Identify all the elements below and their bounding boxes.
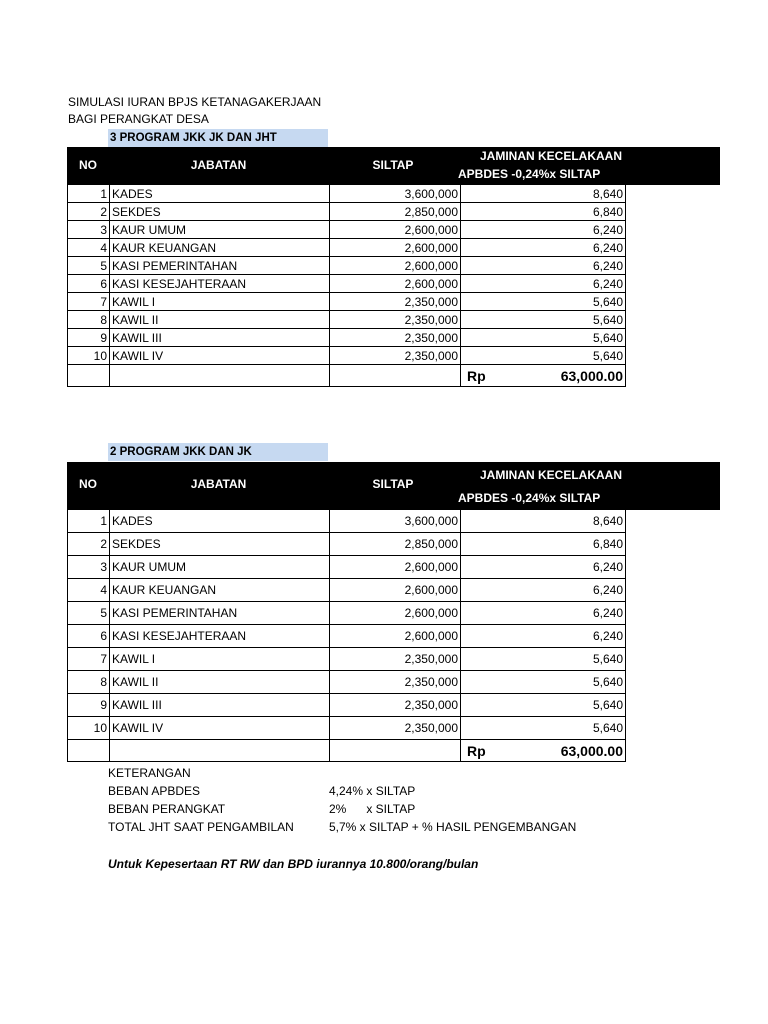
header-jaminan-bottom: APBDES -0,24%x SILTAP (458, 167, 601, 181)
table-row (68, 185, 626, 203)
header-jaminan-bottom: APBDES -0,24%x SILTAP (458, 491, 601, 505)
row-siltap: 2,600,000 (330, 239, 461, 257)
table-row (68, 221, 626, 239)
note-value: 5,7% x SILTAP + % HASIL PENGEMBANGAN (329, 820, 577, 834)
row-siltap: 3,600,000 (330, 185, 461, 203)
empty-cell (68, 365, 110, 387)
row-jaminan: 6,840 (461, 533, 626, 556)
row-jabatan: KAUR UMUM (110, 556, 330, 579)
row-no: 2 (68, 533, 110, 556)
header-jabatan: JABATAN (190, 158, 247, 172)
row-siltap: 2,350,000 (330, 329, 461, 347)
table-row (68, 694, 626, 717)
row-jaminan: 6,240 (461, 275, 626, 293)
row-jaminan: 6,240 (461, 221, 626, 239)
table-row (68, 257, 626, 275)
row-jaminan: 5,640 (461, 311, 626, 329)
row-jaminan: 6,240 (461, 625, 626, 648)
note-value: 2% x SILTAP (329, 802, 416, 816)
row-jabatan: KAWIL II (110, 311, 330, 329)
row-jabatan: SEKDES (110, 203, 330, 221)
row-no: 9 (68, 694, 110, 717)
total-row (68, 740, 626, 762)
empty-cell (110, 365, 330, 387)
table1-header (67, 147, 720, 185)
row-no: 8 (68, 671, 110, 694)
row-jabatan: KAUR KEUANGAN (110, 579, 330, 602)
note-row (108, 800, 668, 818)
row-no: 5 (68, 257, 110, 275)
table-row (68, 533, 626, 556)
row-jabatan: KAWIL I (110, 648, 330, 671)
row-siltap: 2,350,000 (330, 648, 461, 671)
table-row (68, 671, 626, 694)
row-jaminan: 6,240 (461, 556, 626, 579)
row-jaminan: 5,640 (461, 717, 626, 740)
row-siltap: 2,350,000 (330, 311, 461, 329)
header-jabatan: JABATAN (190, 477, 247, 491)
row-jaminan: 6,840 (461, 203, 626, 221)
table1 (67, 184, 626, 387)
table-row (68, 203, 626, 221)
row-no: 7 (68, 293, 110, 311)
note-label: BEBAN PERANGKAT (108, 802, 226, 816)
empty-cell (68, 740, 110, 762)
notes-section (108, 764, 668, 836)
row-no: 1 (68, 510, 110, 533)
row-jabatan: KADES (110, 510, 330, 533)
table2-label: 2 PROGRAM JKK DAN JK (108, 443, 328, 461)
table-row (68, 347, 626, 365)
total-amount: 63,000.00 (560, 367, 623, 384)
row-siltap: 2,600,000 (330, 556, 461, 579)
row-no: 8 (68, 311, 110, 329)
header-jaminan-top: JAMINAN KECELAKAAN (479, 468, 622, 482)
header-no: NO (79, 158, 97, 172)
table-row (68, 602, 626, 625)
note-row (108, 782, 668, 800)
row-jaminan: 5,640 (461, 648, 626, 671)
row-jaminan: 6,240 (461, 239, 626, 257)
row-no: 6 (68, 275, 110, 293)
document-subtitle: BAGI PERANGKAT DESA (68, 112, 209, 126)
row-no: 1 (68, 185, 110, 203)
total-row (68, 365, 626, 387)
header-siltap: SILTAP (372, 477, 414, 491)
header-jaminan-top: JAMINAN KECELAKAAN (479, 149, 622, 163)
empty-cell (330, 365, 461, 387)
row-jabatan: SEKDES (110, 533, 330, 556)
row-siltap: 2,600,000 (330, 257, 461, 275)
total-cell (461, 365, 626, 387)
row-siltap: 2,350,000 (330, 347, 461, 365)
row-siltap: 2,600,000 (330, 602, 461, 625)
note-label: TOTAL JHT SAAT PENGAMBILAN (108, 820, 294, 834)
row-jaminan: 5,640 (461, 347, 626, 365)
row-no: 10 (68, 347, 110, 365)
table1-label: 3 PROGRAM JKK JK DAN JHT (108, 129, 328, 147)
row-siltap: 2,600,000 (330, 625, 461, 648)
row-siltap: 2,600,000 (330, 579, 461, 602)
total-cell (461, 740, 626, 762)
total-currency: Rp (467, 742, 486, 759)
row-no: 4 (68, 579, 110, 602)
row-siltap: 2,350,000 (330, 671, 461, 694)
total-amount: 63,000.00 (560, 742, 623, 759)
document-title: SIMULASI IURAN BPJS KETANAGAKERJAAN (68, 95, 322, 109)
row-jabatan: KASI KESEJAHTERAAN (110, 275, 330, 293)
row-jaminan: 6,240 (461, 602, 626, 625)
table-row (68, 510, 626, 533)
row-siltap: 2,350,000 (330, 694, 461, 717)
table2 (67, 509, 626, 762)
row-jabatan: KAWIL IV (110, 347, 330, 365)
row-jabatan: KAUR KEUANGAN (110, 239, 330, 257)
row-jaminan: 5,640 (461, 671, 626, 694)
table2-header (67, 462, 720, 510)
table-row (68, 329, 626, 347)
table-row (68, 648, 626, 671)
row-jaminan: 8,640 (461, 185, 626, 203)
row-jabatan: KAWIL I (110, 293, 330, 311)
table-row (68, 239, 626, 257)
row-jaminan: 5,640 (461, 694, 626, 717)
row-no: 10 (68, 717, 110, 740)
row-jaminan: 5,640 (461, 293, 626, 311)
row-jaminan: 5,640 (461, 329, 626, 347)
table-row (68, 579, 626, 602)
table-row (68, 275, 626, 293)
header-siltap: SILTAP (372, 158, 414, 172)
row-jabatan: KADES (110, 185, 330, 203)
table-row (68, 556, 626, 579)
row-jaminan: 8,640 (461, 510, 626, 533)
row-no: 3 (68, 221, 110, 239)
row-jabatan: KASI PEMERINTAHAN (110, 602, 330, 625)
row-no: 4 (68, 239, 110, 257)
row-jaminan: 6,240 (461, 257, 626, 275)
row-jabatan: KAUR UMUM (110, 221, 330, 239)
row-no: 9 (68, 329, 110, 347)
row-jabatan: KAWIL III (110, 694, 330, 717)
table-row (68, 311, 626, 329)
row-siltap: 2,350,000 (330, 717, 461, 740)
table-row (68, 717, 626, 740)
row-jabatan: KAWIL IV (110, 717, 330, 740)
row-siltap: 2,850,000 (330, 533, 461, 556)
row-no: 6 (68, 625, 110, 648)
total-currency: Rp (467, 367, 486, 384)
row-siltap: 2,850,000 (330, 203, 461, 221)
row-no: 3 (68, 556, 110, 579)
notes-heading: KETERANGAN (108, 766, 191, 780)
row-no: 2 (68, 203, 110, 221)
note-row (108, 818, 668, 836)
row-siltap: 2,600,000 (330, 221, 461, 239)
note-label: BEBAN APBDES (108, 784, 201, 798)
empty-cell (330, 740, 461, 762)
row-jaminan: 6,240 (461, 579, 626, 602)
table-row (68, 625, 626, 648)
empty-cell (110, 740, 330, 762)
row-siltap: 2,600,000 (330, 275, 461, 293)
row-jabatan: KAWIL II (110, 671, 330, 694)
row-siltap: 3,600,000 (330, 510, 461, 533)
row-no: 5 (68, 602, 110, 625)
footer-note: Untuk Kepesertaan RT RW dan BPD iurannya 10.800/orang/bulan (108, 857, 479, 871)
row-jabatan: KAWIL III (110, 329, 330, 347)
row-jabatan: KASI KESEJAHTERAAN (110, 625, 330, 648)
note-value: 4,24% x SILTAP (329, 784, 416, 798)
table-row (68, 293, 626, 311)
header-no: NO (79, 477, 97, 491)
row-no: 7 (68, 648, 110, 671)
row-jabatan: KASI PEMERINTAHAN (110, 257, 330, 275)
row-siltap: 2,350,000 (330, 293, 461, 311)
